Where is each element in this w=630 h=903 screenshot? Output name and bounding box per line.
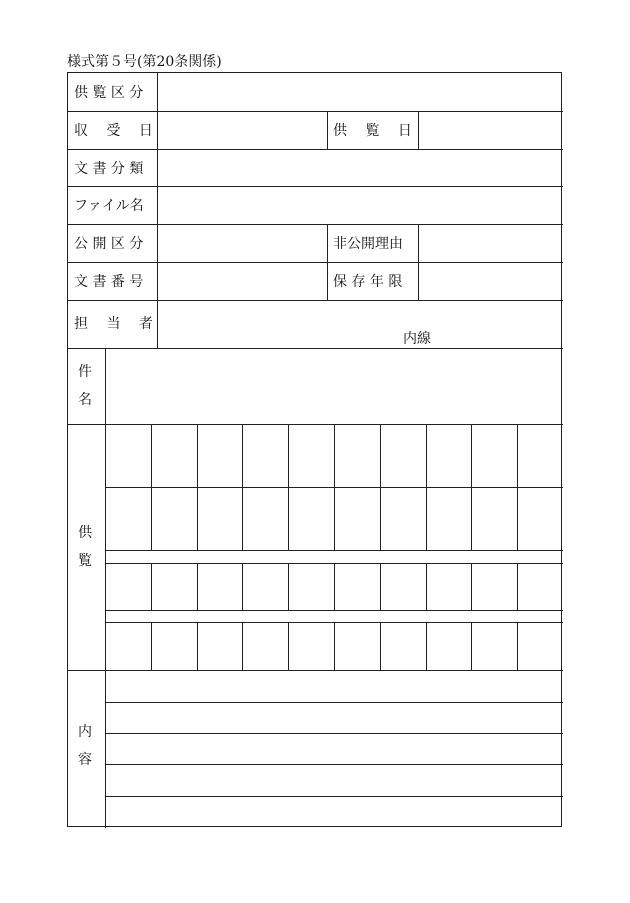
stamp-cell[interactable] (381, 425, 425, 486)
label-viewing-date: 供 覧 日 (333, 123, 412, 139)
stamp-cell[interactable] (289, 623, 333, 669)
label-file-name: ファイル名 (74, 198, 144, 214)
stamp-cell[interactable] (289, 425, 333, 486)
stamp-cell[interactable] (106, 623, 150, 669)
stamp-cell[interactable] (152, 425, 196, 486)
form-frame (67, 72, 562, 827)
contents-field[interactable] (106, 671, 562, 827)
col-line (327, 224, 328, 300)
viewing-date-field[interactable] (419, 112, 562, 148)
stamp-cell[interactable] (472, 425, 516, 486)
stamp-cell[interactable] (243, 425, 287, 486)
stamp-cell[interactable] (472, 623, 516, 669)
stamp-cell[interactable] (472, 564, 516, 609)
stamp-cell[interactable] (381, 488, 425, 549)
stamp-cell[interactable] (472, 488, 516, 549)
label-received-date: 収 受 日 (74, 123, 153, 139)
label-retention-period: 保 存 年 限 (333, 274, 403, 290)
stamp-cell[interactable] (427, 623, 471, 669)
label-document-number: 文 書 番 号 (74, 274, 144, 290)
label-subject: 件 名 (78, 364, 92, 408)
subject-field[interactable] (106, 349, 562, 423)
row-line (105, 610, 563, 611)
stamp-cell[interactable] (152, 564, 196, 609)
stamp-cell[interactable] (335, 425, 379, 486)
file-name-field[interactable] (158, 187, 562, 223)
stamp-cell[interactable] (198, 564, 242, 609)
person-in-charge-field[interactable] (158, 301, 562, 347)
stamp-cell[interactable] (518, 488, 562, 549)
stamp-cell[interactable] (106, 425, 150, 486)
stamp-cell[interactable] (243, 623, 287, 669)
stamp-cell[interactable] (198, 425, 242, 486)
label-disclosure-category: 公 開 区 分 (74, 236, 144, 252)
stamp-cell[interactable] (289, 564, 333, 609)
stamp-cell[interactable] (289, 488, 333, 549)
stamp-cell[interactable] (152, 623, 196, 669)
stamp-cell[interactable] (106, 488, 150, 549)
label-person-in-charge: 担 当 者 (74, 316, 153, 332)
stamp-cell[interactable] (335, 564, 379, 609)
stamp-cell[interactable] (518, 564, 562, 609)
stamp-cell[interactable] (427, 564, 471, 609)
stamp-cell[interactable] (381, 564, 425, 609)
disclosure-category-field[interactable] (158, 225, 326, 261)
stamp-cell[interactable] (198, 623, 242, 669)
stamp-cell[interactable] (427, 425, 471, 486)
form-number: 様式第５号(第20条関係) (67, 54, 222, 70)
stamp-cell[interactable] (381, 623, 425, 669)
stamp-cell[interactable] (152, 488, 196, 549)
label-non-disclosure-reason: 非公開理由 (333, 236, 403, 252)
label-document-classification: 文 書 分 類 (74, 161, 144, 177)
label-contents: 内 容 (78, 724, 92, 768)
stamp-cell[interactable] (198, 488, 242, 549)
stamp-cell[interactable] (335, 623, 379, 669)
stamp-cell[interactable] (518, 425, 562, 486)
non-disclosure-reason-field[interactable] (419, 225, 562, 261)
document-number-field[interactable] (158, 263, 326, 299)
stamp-cell[interactable] (427, 488, 471, 549)
row-line (105, 550, 563, 551)
label-viewing: 供 覧 (78, 525, 92, 569)
document-classification-field[interactable] (158, 150, 562, 185)
viewing-category-field[interactable] (158, 74, 562, 110)
stamp-cell[interactable] (518, 623, 562, 669)
label-viewing-category: 供 覧 区 分 (74, 85, 144, 101)
stamp-cell[interactable] (243, 564, 287, 609)
col-line (327, 111, 328, 149)
retention-period-field[interactable] (419, 263, 562, 299)
stamp-cell[interactable] (106, 564, 150, 609)
label-extension: 内線 (403, 331, 431, 347)
received-date-field[interactable] (158, 112, 326, 148)
stamp-cell[interactable] (335, 488, 379, 549)
stamp-cell[interactable] (243, 488, 287, 549)
